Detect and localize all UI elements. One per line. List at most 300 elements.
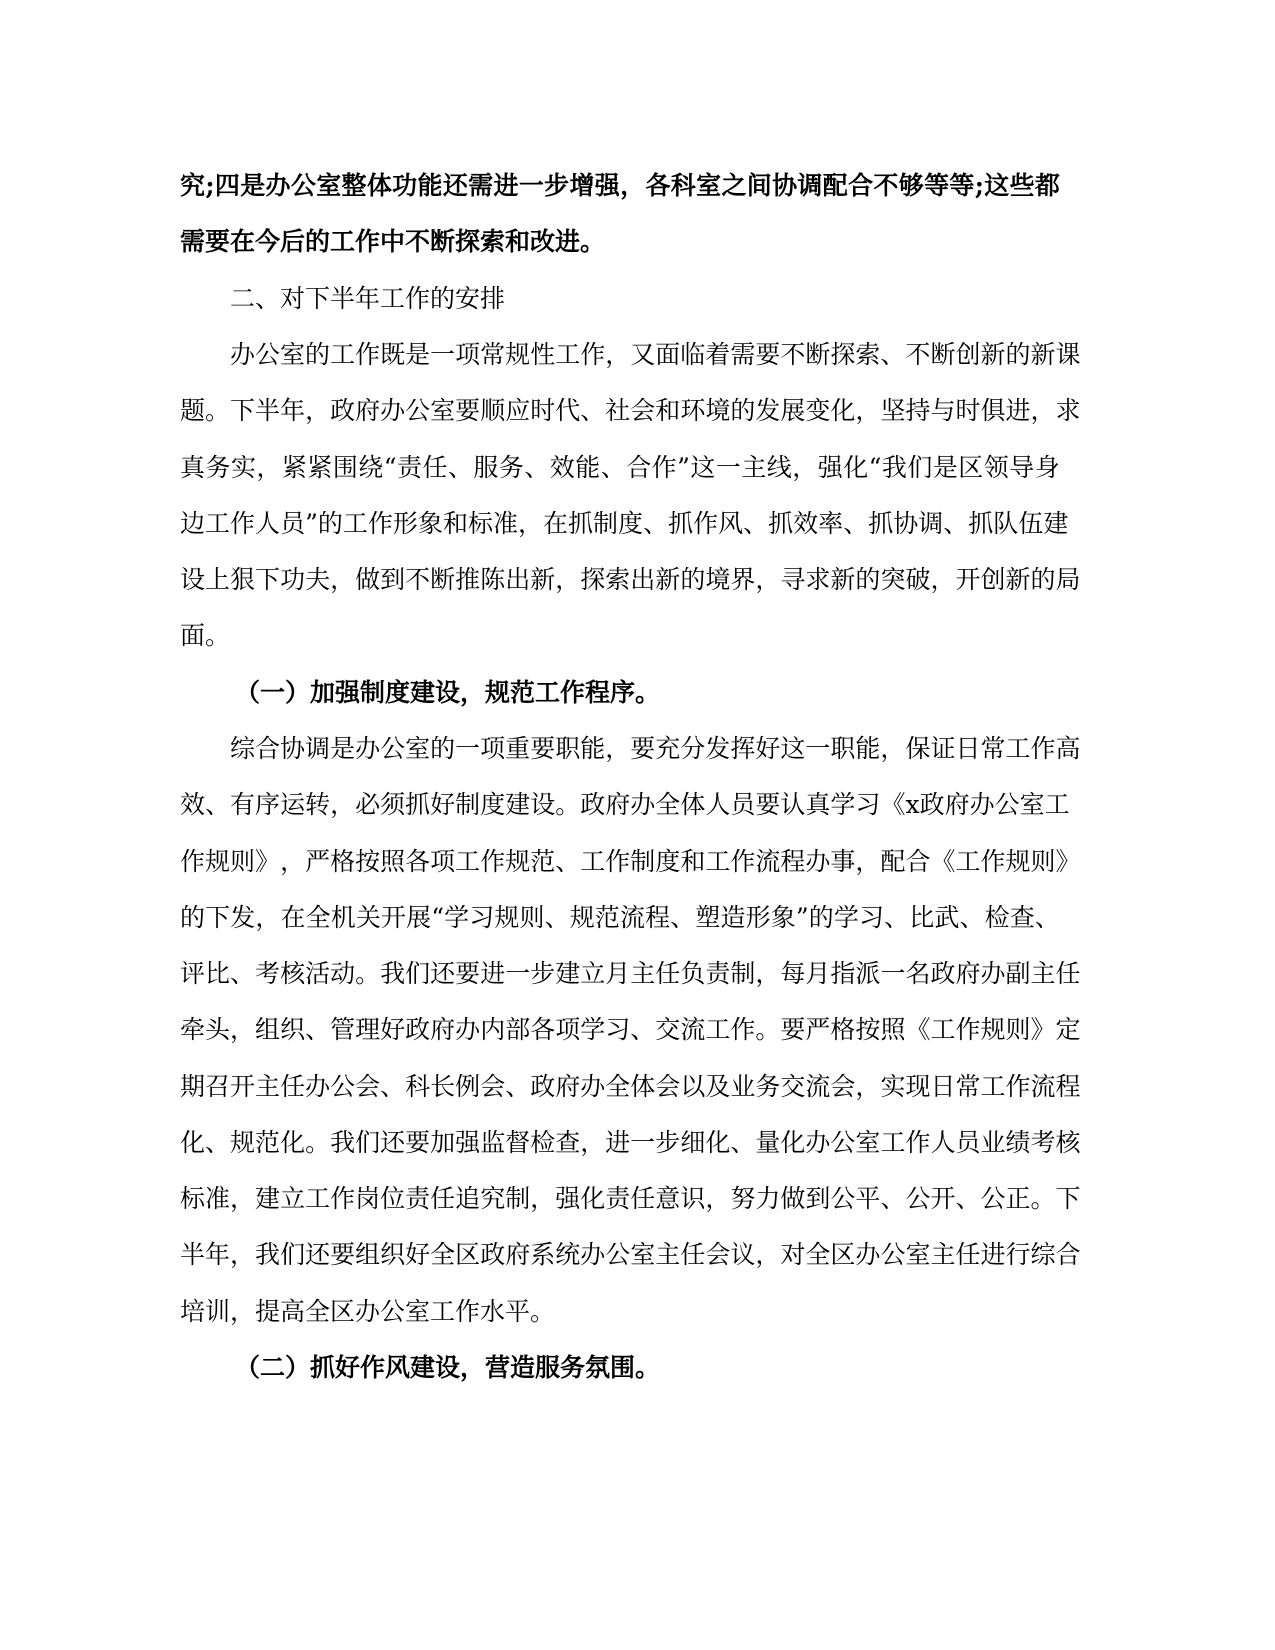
glyph: ， xyxy=(1030,396,1056,425)
glyph: 追 xyxy=(455,1184,481,1213)
glyph: 效 xyxy=(180,790,206,819)
glyph: 性 xyxy=(530,340,556,369)
glyph: 规 xyxy=(505,847,531,876)
glyph: 统 xyxy=(555,1240,581,1269)
glyph: 室 xyxy=(1019,790,1045,819)
glyph: 们 xyxy=(355,1128,381,1157)
glyph: 主 xyxy=(1030,959,1056,988)
glyph: 不 xyxy=(780,340,806,369)
glyph: 、 xyxy=(643,509,669,538)
glyph: 断 xyxy=(430,565,456,594)
glyph: 体 xyxy=(630,1072,656,1101)
glyph: 还 xyxy=(442,171,468,200)
glyph: 我 xyxy=(330,1128,356,1157)
glyph: 工 xyxy=(1005,734,1031,763)
glyph: 《 xyxy=(905,1015,931,1044)
glyph: 们 xyxy=(280,1240,306,1269)
glyph: 细 xyxy=(680,1128,706,1157)
glyph: 任 xyxy=(422,453,448,482)
glyph: 新 xyxy=(1005,565,1031,594)
glyph: 正 xyxy=(1005,1184,1031,1213)
glyph: 作 xyxy=(730,1015,756,1044)
glyph: 任 xyxy=(630,1184,656,1213)
text-line xyxy=(180,1128,1081,1158)
glyph: 能 xyxy=(417,171,443,200)
glyph: 全 xyxy=(655,790,681,819)
glyph: 强 xyxy=(455,1128,481,1157)
glyph: 。 xyxy=(755,1015,781,1044)
glyph: 政 xyxy=(480,1240,506,1269)
glyph: 》 xyxy=(1055,847,1081,876)
glyph: 员 xyxy=(955,1128,981,1157)
glyph: 则 xyxy=(1030,847,1056,876)
glyph: 检 xyxy=(530,1128,556,1157)
glyph: 不 xyxy=(873,171,899,200)
glyph: 俱 xyxy=(980,396,1006,425)
glyph: ， xyxy=(855,1072,881,1101)
glyph: 办 xyxy=(305,1072,331,1101)
glyph: 边 xyxy=(180,509,206,538)
glyph: 抓 xyxy=(405,790,431,819)
glyph: 服 xyxy=(473,453,499,482)
glyph: 一 xyxy=(430,340,456,369)
glyph: 全 xyxy=(305,903,331,932)
glyph: 。 xyxy=(555,790,581,819)
text-line: 培训，提高全区办公室工作水平。 xyxy=(180,1297,556,1326)
glyph: 室 xyxy=(430,396,456,425)
glyph: 查 xyxy=(555,1128,581,1157)
glyph: 一 xyxy=(630,1128,656,1157)
glyph: 要 xyxy=(630,734,656,763)
glyph: 任 xyxy=(280,1072,306,1101)
glyph: 标 xyxy=(180,1184,206,1213)
glyph: 。 xyxy=(1030,1184,1056,1213)
glyph: 主 xyxy=(741,453,767,482)
glyph: ， xyxy=(230,1240,256,1269)
glyph: 办 xyxy=(805,1128,831,1157)
glyph: 作 xyxy=(605,847,631,876)
glyph: 协 xyxy=(893,509,919,538)
glyph: 破 xyxy=(905,565,931,594)
glyph: 强 xyxy=(555,1184,581,1213)
glyph: 合 xyxy=(848,171,874,200)
glyph: “ xyxy=(383,453,397,482)
glyph: 全 xyxy=(605,1072,631,1101)
glyph: 立 xyxy=(580,959,606,988)
glyph: 《 xyxy=(930,847,956,876)
glyph: 面 xyxy=(655,340,681,369)
glyph: 办 xyxy=(455,1015,481,1044)
glyph: 职 xyxy=(830,734,856,763)
glyph: 期 xyxy=(180,1072,206,1101)
glyph: 夫 xyxy=(305,565,331,594)
glyph: 管 xyxy=(330,1015,356,1044)
glyph: 意 xyxy=(655,1184,681,1213)
glyph: 比 xyxy=(205,959,231,988)
text-line xyxy=(230,340,1081,370)
glyph: 界 xyxy=(730,565,756,594)
glyph: 建 xyxy=(255,1184,281,1213)
glyph: 会 xyxy=(355,1072,381,1101)
glyph: 制 xyxy=(630,847,656,876)
glyph: 公 xyxy=(830,1128,856,1157)
glyph: 活 xyxy=(305,959,331,988)
glyph: 步 xyxy=(544,171,570,200)
glyph: 。 xyxy=(305,1128,331,1157)
glyph: 区 xyxy=(455,1240,481,1269)
glyph: 一 xyxy=(715,453,741,482)
glyph: 我 xyxy=(380,959,406,988)
glyph: 调 xyxy=(918,509,944,538)
glyph: 流 xyxy=(805,1072,831,1101)
glyph: 工 xyxy=(955,847,981,876)
glyph: x xyxy=(905,790,920,819)
glyph: 督 xyxy=(505,1128,531,1157)
glyph: 学 xyxy=(830,790,856,819)
glyph: 这 xyxy=(780,734,806,763)
glyph: 立 xyxy=(280,1184,306,1213)
glyph: 进 xyxy=(493,171,519,200)
glyph: 这 xyxy=(690,453,716,482)
glyph: 负 xyxy=(680,959,706,988)
glyph: 办 xyxy=(630,790,656,819)
glyph: 、 xyxy=(843,509,869,538)
glyph: 化 xyxy=(780,1128,806,1157)
glyph: 科 xyxy=(405,1072,431,1101)
glyph: 的 xyxy=(305,340,331,369)
glyph: 功 xyxy=(280,565,306,594)
glyph: 每 xyxy=(780,959,806,988)
glyph: 认 xyxy=(780,790,806,819)
glyph: 要 xyxy=(455,396,481,425)
text-line xyxy=(180,1015,1081,1045)
glyph: 流 xyxy=(620,903,646,932)
glyph: 出 xyxy=(630,565,656,594)
glyph: 机 xyxy=(330,903,356,932)
glyph: ” xyxy=(795,903,809,932)
glyph: 指 xyxy=(830,959,856,988)
glyph: 狠 xyxy=(230,565,256,594)
glyph: 查 xyxy=(1009,903,1035,932)
glyph: 下 xyxy=(1055,1184,1081,1213)
glyph: 员 xyxy=(280,509,306,538)
glyph: 府 xyxy=(430,1015,456,1044)
glyph: 度 xyxy=(655,847,681,876)
glyph: 、 xyxy=(447,453,473,482)
glyph: 我 xyxy=(881,453,907,482)
glyph: 一 xyxy=(805,734,831,763)
glyph: 办 xyxy=(980,959,1006,988)
glyph: 能 xyxy=(575,453,601,482)
glyph: 任 xyxy=(1055,959,1081,988)
glyph: 习 xyxy=(855,790,881,819)
glyph: 设 xyxy=(180,565,206,594)
glyph: 要 xyxy=(755,790,781,819)
glyph: ， xyxy=(792,453,818,482)
glyph: ， xyxy=(855,396,881,425)
glyph: ， xyxy=(705,1184,731,1213)
glyph: 公 xyxy=(255,340,281,369)
glyph: 人 xyxy=(930,1128,956,1157)
glyph: 努 xyxy=(730,1184,756,1213)
glyph: 率 xyxy=(818,509,844,538)
glyph: 室 xyxy=(280,340,306,369)
glyph: 业 xyxy=(730,1072,756,1101)
glyph: 作 xyxy=(1005,1072,1031,1101)
glyph: 工 xyxy=(330,340,356,369)
glyph: 核 xyxy=(1055,1128,1081,1157)
glyph: 科 xyxy=(670,171,696,200)
glyph: 会 xyxy=(705,1240,731,1269)
glyph: 政 xyxy=(405,1015,431,1044)
subsection-heading: （二）抓好作风建设，营造服务氛围。 xyxy=(235,1353,661,1382)
glyph: 的 xyxy=(855,565,881,594)
glyph: 开 xyxy=(955,565,981,594)
glyph: 程 xyxy=(645,903,671,932)
glyph: 一 xyxy=(880,959,906,988)
glyph: 位 xyxy=(380,1184,406,1213)
glyph: 效 xyxy=(549,453,575,482)
glyph: 实 xyxy=(880,1072,906,1101)
glyph: 坚 xyxy=(880,396,906,425)
glyph: 公 xyxy=(330,1072,356,1101)
glyph: 责 xyxy=(605,1184,631,1213)
glyph: 效 xyxy=(793,509,819,538)
glyph: 作 xyxy=(905,1128,931,1157)
glyph: 能 xyxy=(580,734,606,763)
glyph: 要 xyxy=(455,959,481,988)
glyph: 、 xyxy=(630,1015,656,1044)
glyph: 办 xyxy=(805,847,831,876)
glyph: 与 xyxy=(930,396,956,425)
glyph: 制 xyxy=(505,1184,531,1213)
glyph: 紧 xyxy=(281,453,307,482)
glyph: 是 xyxy=(240,171,266,200)
glyph: 各 xyxy=(405,847,431,876)
glyph: 室 xyxy=(630,1240,656,1269)
glyph: 强 xyxy=(594,171,620,200)
glyph: 工 xyxy=(305,1184,331,1213)
glyph: 主 xyxy=(930,1240,956,1269)
glyph: 责 xyxy=(705,959,731,988)
glyph: 检 xyxy=(984,903,1010,932)
glyph: 公 xyxy=(905,1184,931,1213)
glyph: 境 xyxy=(705,565,731,594)
glyph: 协 xyxy=(280,734,306,763)
glyph: 整 xyxy=(341,171,367,200)
glyph: 风 xyxy=(718,509,744,538)
glyph: 、 xyxy=(884,903,910,932)
glyph: 好 xyxy=(430,790,456,819)
glyph: 室 xyxy=(905,1240,931,1269)
glyph: 习 xyxy=(605,1015,631,1044)
glyph: 务 xyxy=(755,1072,781,1101)
glyph: 规 xyxy=(569,903,595,932)
glyph: 不 xyxy=(905,340,931,369)
glyph: ， xyxy=(517,509,543,538)
glyph: 要 xyxy=(530,734,556,763)
glyph: 作 xyxy=(1030,734,1056,763)
glyph: 要 xyxy=(330,1240,356,1269)
glyph: ; xyxy=(205,171,215,200)
glyph: ， xyxy=(280,847,306,876)
glyph: 出 xyxy=(505,565,531,594)
text-line xyxy=(180,959,1081,989)
glyph: 区 xyxy=(958,453,984,482)
glyph: 抓 xyxy=(668,509,694,538)
glyph: 常 xyxy=(980,734,1006,763)
glyph: 主 xyxy=(630,959,656,988)
glyph: ， xyxy=(580,1128,606,1157)
glyph: 要 xyxy=(780,1015,806,1044)
glyph: 室 xyxy=(696,171,722,200)
glyph: 之 xyxy=(721,171,747,200)
glyph: 责 xyxy=(405,1184,431,1213)
glyph: 作 xyxy=(330,1184,356,1213)
glyph: 规 xyxy=(205,847,231,876)
glyph: 范 xyxy=(594,903,620,932)
glyph: 比 xyxy=(909,903,935,932)
glyph: 抓 xyxy=(968,509,994,538)
glyph: 环 xyxy=(680,396,706,425)
glyph: 既 xyxy=(380,340,406,369)
glyph: 持 xyxy=(905,396,931,425)
glyph: 各 xyxy=(645,171,671,200)
glyph: 进 xyxy=(980,1240,1006,1269)
glyph: 作 xyxy=(580,340,606,369)
glyph: 区 xyxy=(830,1240,856,1269)
glyph: ， xyxy=(330,565,356,594)
glyph: 一 xyxy=(505,959,531,988)
glyph: 我 xyxy=(255,1240,281,1269)
glyph: 紧 xyxy=(307,453,333,482)
glyph: 进 xyxy=(605,1128,631,1157)
glyph: 绩 xyxy=(1005,1128,1031,1157)
glyph: 队 xyxy=(993,509,1019,538)
glyph: “ xyxy=(868,453,882,482)
glyph: 准 xyxy=(205,1184,231,1213)
glyph: 协 xyxy=(772,171,798,200)
glyph: 作 xyxy=(730,847,756,876)
glyph: 事 xyxy=(830,847,856,876)
text-line xyxy=(180,396,1081,426)
glyph: 题 xyxy=(180,396,206,425)
glyph: 格 xyxy=(830,1015,856,1044)
glyph: 学 xyxy=(580,1015,606,1044)
glyph: 好 xyxy=(755,734,781,763)
glyph: 伍 xyxy=(1018,509,1044,538)
glyph: 配 xyxy=(880,847,906,876)
glyph: 现 xyxy=(905,1072,931,1101)
glyph: 织 xyxy=(280,1015,306,1044)
glyph: 陈 xyxy=(480,565,506,594)
glyph: 办 xyxy=(855,1240,881,1269)
glyph: 能 xyxy=(855,734,881,763)
glyph: 严 xyxy=(305,847,331,876)
glyph: ， xyxy=(330,790,356,819)
glyph: ， xyxy=(255,903,281,932)
glyph: 建 xyxy=(555,959,581,988)
glyph: 监 xyxy=(480,1128,506,1157)
glyph: 公 xyxy=(605,1240,631,1269)
glyph: 好 xyxy=(405,1240,431,1269)
glyph: 发 xyxy=(230,903,256,932)
glyph: ， xyxy=(855,847,881,876)
glyph: 寻 xyxy=(780,565,806,594)
glyph: 标 xyxy=(467,509,493,538)
glyph: 间 xyxy=(746,171,772,200)
glyph: 项 xyxy=(555,1015,581,1044)
glyph: 评 xyxy=(180,959,206,988)
glyph: 府 xyxy=(555,1072,581,1101)
glyph: 断 xyxy=(930,340,956,369)
glyph: 课 xyxy=(1055,340,1081,369)
glyph: 领 xyxy=(983,453,1009,482)
glyph: 够 xyxy=(898,171,924,200)
glyph: 要 xyxy=(405,1128,431,1157)
glyph: 做 xyxy=(780,1184,806,1213)
glyph: 流 xyxy=(680,1015,706,1044)
glyph: 断 xyxy=(805,340,831,369)
glyph: 导 xyxy=(1009,453,1035,482)
subsection-heading: （一）加强制度建设，规范工作程序。 xyxy=(235,678,661,707)
glyph: 度 xyxy=(618,509,644,538)
glyph: 要 xyxy=(755,340,781,369)
glyph: 做 xyxy=(355,565,381,594)
glyph: 社 xyxy=(605,396,631,425)
glyph: ; xyxy=(974,171,984,200)
glyph: 建 xyxy=(505,790,531,819)
text-line xyxy=(230,734,1081,764)
glyph: 岗 xyxy=(355,1184,381,1213)
text-line xyxy=(180,1240,1081,1270)
glyph: 求 xyxy=(1055,396,1081,425)
glyph: ， xyxy=(930,565,956,594)
glyph: 公 xyxy=(405,396,431,425)
glyph: 是 xyxy=(932,453,958,482)
glyph: 公 xyxy=(994,790,1020,819)
glyph: 工 xyxy=(1044,790,1070,819)
glyph: 作 xyxy=(180,847,206,876)
glyph: 都 xyxy=(1034,171,1060,200)
glyph: 习 xyxy=(859,903,885,932)
glyph: 的 xyxy=(430,734,456,763)
glyph: ” xyxy=(677,453,690,482)
glyph: 作 xyxy=(693,509,719,538)
text-line xyxy=(180,1072,1081,1102)
glyph: 创 xyxy=(980,565,1006,594)
glyph: 合 xyxy=(626,453,652,482)
glyph: 全 xyxy=(430,1240,456,1269)
glyph: 照 xyxy=(380,847,406,876)
glyph: 时 xyxy=(955,396,981,425)
glyph: 综 xyxy=(230,734,256,763)
glyph: 一 xyxy=(455,734,481,763)
glyph: 、 xyxy=(544,903,570,932)
glyph: 规 xyxy=(505,340,531,369)
glyph: 真 xyxy=(180,453,206,482)
glyph: 分 xyxy=(680,734,706,763)
glyph: 下 xyxy=(205,903,231,932)
glyph: 组 xyxy=(255,1015,281,1044)
glyph: 长 xyxy=(430,1072,456,1101)
glyph: 学 xyxy=(444,903,470,932)
glyph: 不 xyxy=(405,565,431,594)
glyph: 上 xyxy=(205,565,231,594)
glyph: 展 xyxy=(406,903,432,932)
glyph: 合 xyxy=(1055,1240,1081,1269)
glyph: 有 xyxy=(230,790,256,819)
